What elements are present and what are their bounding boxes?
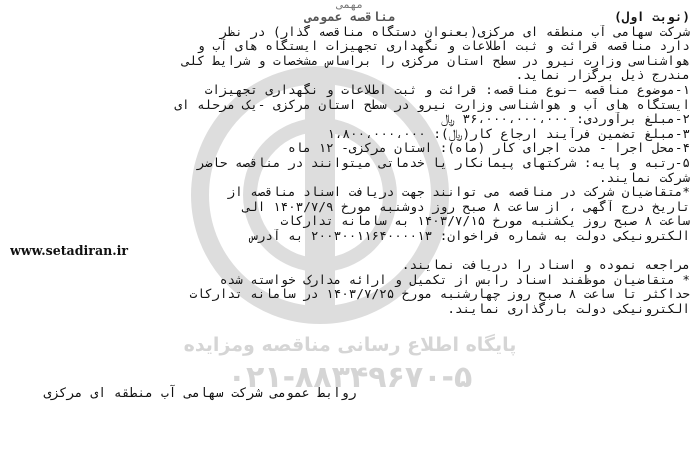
body-line: ۳-مبلغ تضمین فرآیند ارجاع کار(﷼): ۱،۸۰۰،۰۰۰،۰۰۰: [327, 126, 690, 141]
body-line: ایستگاه های آب و هواشناسی وزارت نیرو در سطح استان مرکزی -یک مرحله ای: [174, 97, 690, 112]
body-line: شرکت سهامی آب منطقه ای مرکزی(بعنوان دستگاه مناقصه گذار) در نظر: [219, 24, 690, 39]
header-fragment: مهمی: [336, 0, 364, 11]
watermark-text: پایگاه اطلاع رسانی مناقصه ومزایده: [183, 334, 517, 356]
body-line: مندرج ذیل برگزار نماید.: [515, 68, 690, 83]
body-line: الکترونیکی دولت به شماره فراخوان: ۲۰۰۳۰۰۱۱۶۴۰۰۰۰۱۳ به آدرس: [250, 228, 690, 243]
round-label: (نوبت اول): [614, 10, 690, 24]
notice-title: مناقصه عمومی: [304, 9, 396, 24]
footer: [10, 386, 690, 401]
body-line: حداکثر تا ساعت ۸ صبح روز چهارشنبه مورخ ۱۴۰۳/۷/۲۵ در سامانه تدارکات: [189, 287, 690, 302]
notice-body: [10, 0, 690, 316]
body-line: دارد مناقصه قرائت و ثبت اطلاعات و نگهداری تجهیزات ایستگاه های آب و: [197, 39, 690, 54]
body-line: ۵-رتبه و پایه: شرکتهای پیمانکار یا خدماتی میتوانند در مناقصه حاضر: [197, 155, 690, 170]
body-line: شرکت نمایند.: [599, 170, 690, 185]
body-line: ۱-موضوع مناقصه –نوع مناقصه: قرائت و ثبت اطلاعات و نگهداری تجهیزات: [204, 82, 690, 97]
url-line: [10, 244, 690, 259]
url-suffix: مراجعه نموده و اسناد را دریافت نمایند.: [401, 258, 690, 273]
body-line: *متقاضیان شرکت در مناقصه می توانند جهت دریافت اسناد مناقصه از: [227, 185, 690, 200]
body-line: ۴-محل اجرا - مدت اجرای کار (ماه): استان مرکزی- ۱۲ ماه: [288, 141, 690, 156]
body-line: هواشناسی وزارت نیرو در سطح استان مرکزی را براساس مشخصات و شرایط کلی: [182, 53, 690, 68]
footer-signature: روابط عمومی شرکت سهامی آب منطقه ای مرکزی: [43, 386, 357, 401]
body-line: ساعت ۸ صبح روز یکشنبه مورخ ۱۴۰۳/۷/۱۵ به سامانه تدارکات: [280, 214, 690, 229]
body-line: تاریخ درج آگهی ، از ساعت ۸ صبح روز دوشنبه مورخ ۱۴۰۳/۷/۹ الی: [242, 199, 690, 214]
body-line: ۲-مبلغ برآوردی: ۳۶،۰۰۰،۰۰۰،۰۰۰ ﷼: [440, 112, 690, 127]
setadiran-link[interactable]: www.setadiran.ir: [10, 243, 129, 258]
body-line: * متقاضیان موظفند اسناد رابس از تکمیل و ارائه مدارک خواسته شده: [219, 272, 690, 287]
body-line: الکترونیکی دولت بارگذاری نمایند.: [447, 301, 690, 316]
watermark-phone: ۰۲۱-۸۸۳۴۹۶۷۰-۵: [227, 360, 473, 395]
